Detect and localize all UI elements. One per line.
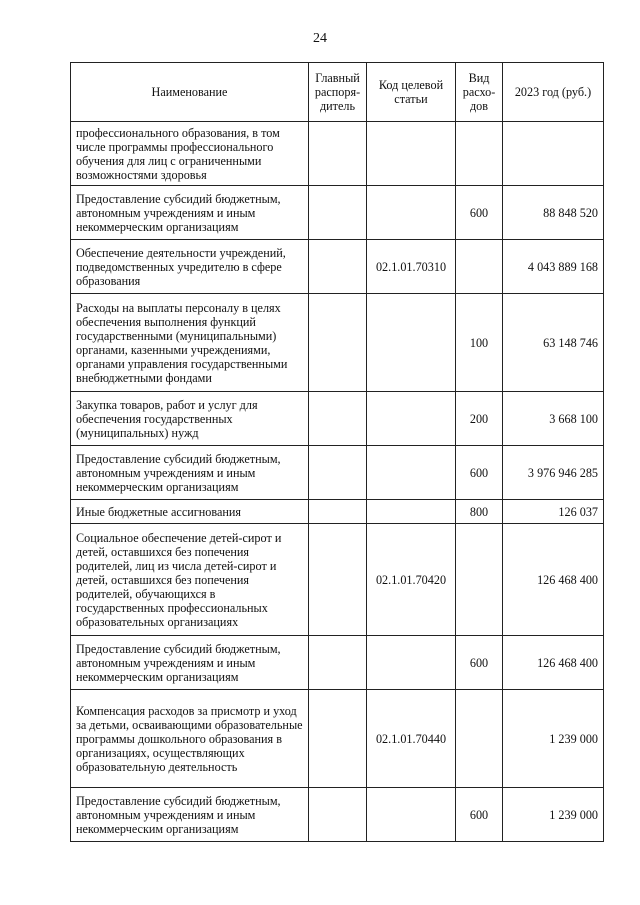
cell-owner — [309, 788, 367, 842]
page-number: 24 — [313, 31, 327, 46]
table-row — [71, 788, 604, 842]
table-row — [71, 524, 604, 636]
budget-table — [70, 62, 604, 842]
cell-type: 600 — [456, 788, 503, 842]
cell-code — [367, 186, 456, 240]
cell-owner — [309, 392, 367, 446]
table-row — [71, 186, 604, 240]
cell-amount: 126 468 400 — [503, 524, 604, 636]
cell-code — [367, 788, 456, 842]
cell-type: 800 — [456, 500, 503, 524]
cell-amount: 88 848 520 — [503, 186, 604, 240]
cell-owner — [309, 500, 367, 524]
cell-type: 600 — [456, 636, 503, 690]
cell-type — [456, 690, 503, 788]
cell-name: профессионального образования, в том числе программы профессионального обучения для лиц с ограниченными возможностями здоровья — [71, 122, 309, 186]
table-row — [71, 392, 604, 446]
cell-owner — [309, 636, 367, 690]
table-row — [71, 122, 604, 186]
cell-owner — [309, 240, 367, 294]
cell-code — [367, 392, 456, 446]
cell-amount: 4 043 889 168 — [503, 240, 604, 294]
cell-type: 600 — [456, 446, 503, 500]
cell-amount: 63 148 746 — [503, 294, 604, 392]
cell-owner — [309, 186, 367, 240]
table-row — [71, 294, 604, 392]
cell-amount: 3 668 100 — [503, 392, 604, 446]
header-owner: Главный распоря-дитель — [309, 63, 367, 122]
cell-code: 02.1.01.70420 — [367, 524, 456, 636]
cell-amount — [503, 122, 604, 186]
cell-amount: 3 976 946 285 — [503, 446, 604, 500]
cell-amount: 126 468 400 — [503, 636, 604, 690]
table-row — [71, 636, 604, 690]
cell-code — [367, 122, 456, 186]
table-row — [71, 240, 604, 294]
cell-owner — [309, 122, 367, 186]
cell-name: Компенсация расходов за присмотр и уход за детьми, осваивающими образовательные программы дошкольного образования в организациях, осуществляющих образовательную деятельность — [71, 690, 309, 788]
table-header-row — [71, 63, 604, 122]
cell-code — [367, 294, 456, 392]
cell-owner — [309, 294, 367, 392]
header-type: Вид расхо-дов — [456, 63, 503, 122]
header-name: Наименование — [71, 63, 309, 122]
cell-type — [456, 122, 503, 186]
table-row — [71, 690, 604, 788]
cell-name: Предоставление субсидий бюджетным, автономным учреждениям и иным некоммерческим организациям — [71, 446, 309, 500]
cell-code — [367, 500, 456, 524]
header-code: Код целевой статьи — [367, 63, 456, 122]
cell-code: 02.1.01.70440 — [367, 690, 456, 788]
cell-name: Обеспечение деятельности учреждений, подведомственных учредителю в сфере образования — [71, 240, 309, 294]
cell-type — [456, 240, 503, 294]
cell-amount: 126 037 — [503, 500, 604, 524]
cell-owner — [309, 446, 367, 500]
cell-name: Социальное обеспечение детей-сирот и детей, оставшихся без попечения родителей, лиц из числа детей-сирот и детей, оставшихся без попечения родителей, обучающихся в государственных профессиональных образовательных организациях — [71, 524, 309, 636]
cell-name: Иные бюджетные ассигнования — [71, 500, 309, 524]
cell-code — [367, 636, 456, 690]
cell-amount: 1 239 000 — [503, 788, 604, 842]
cell-name: Закупка товаров, работ и услуг для обеспечения государственных (муниципальных) нужд — [71, 392, 309, 446]
cell-type — [456, 524, 503, 636]
cell-name: Предоставление субсидий бюджетным, автономным учреждениям и иным некоммерческим организациям — [71, 186, 309, 240]
table-row — [71, 446, 604, 500]
cell-owner — [309, 690, 367, 788]
cell-code — [367, 446, 456, 500]
cell-name: Предоставление субсидий бюджетным, автономным учреждениям и иным некоммерческим организациям — [71, 788, 309, 842]
cell-type: 200 — [456, 392, 503, 446]
header-amount: 2023 год (руб.) — [503, 63, 604, 122]
cell-type: 600 — [456, 186, 503, 240]
cell-name: Предоставление субсидий бюджетным, автономным учреждениям и иным некоммерческим организациям — [71, 636, 309, 690]
cell-amount: 1 239 000 — [503, 690, 604, 788]
cell-owner — [309, 524, 367, 636]
table-row — [71, 500, 604, 524]
cell-type: 100 — [456, 294, 503, 392]
cell-code: 02.1.01.70310 — [367, 240, 456, 294]
cell-name: Расходы на выплаты персоналу в целях обеспечения выполнения функций государственными (муниципальными) органами, казенными учреждениями, органами управления государственными внебюджетными фондами — [71, 294, 309, 392]
